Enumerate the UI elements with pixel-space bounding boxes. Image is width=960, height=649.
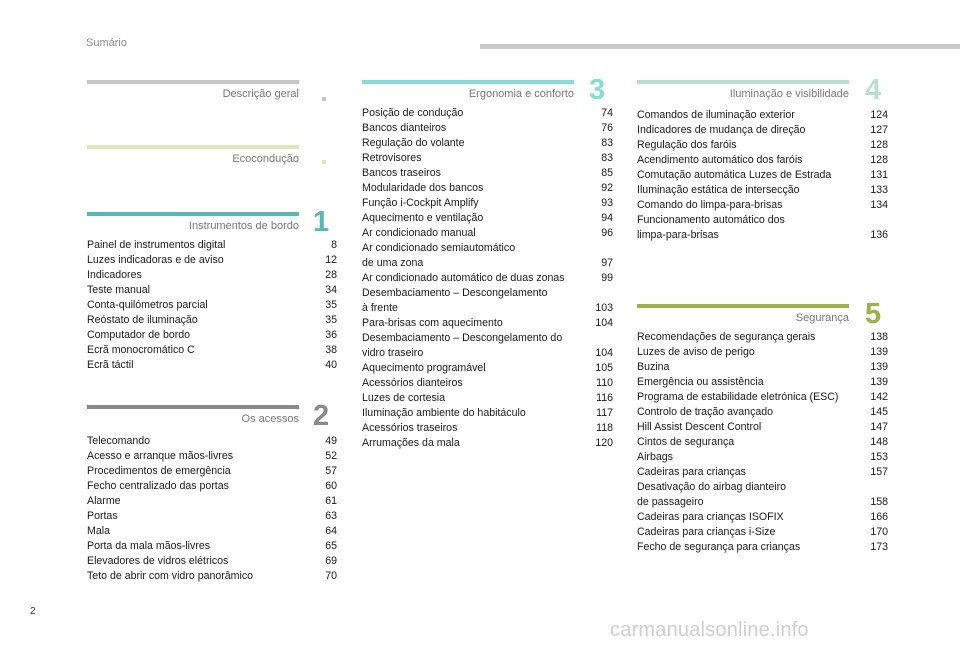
toc-entry-page: 127 xyxy=(870,124,888,136)
toc-entry-label: Airbags xyxy=(637,451,673,463)
toc-entry[interactable] xyxy=(637,183,888,198)
toc-entry-page: 38 xyxy=(325,344,337,356)
toc-entry[interactable] xyxy=(362,136,613,151)
toc-entry-page: 105 xyxy=(595,362,613,374)
toc-entry-page: 120 xyxy=(595,437,613,449)
toc-entry[interactable] xyxy=(87,268,337,283)
toc-entry[interactable] xyxy=(362,391,613,406)
toc-entry[interactable] xyxy=(637,420,888,435)
toc-entry-page: 103 xyxy=(595,302,613,314)
toc-entry[interactable] xyxy=(637,375,888,390)
toc-entry[interactable] xyxy=(362,316,613,331)
toc-entry-page: 166 xyxy=(870,511,888,523)
toc-entry[interactable] xyxy=(637,123,888,138)
section-number: 5 xyxy=(865,298,882,330)
toc-entry[interactable] xyxy=(87,524,337,539)
toc-entry-label: Emergência ou assistência xyxy=(637,376,764,388)
toc-entry[interactable] xyxy=(87,238,337,253)
page-title: Sumário xyxy=(86,37,127,49)
toc-entry-page: 94 xyxy=(601,212,613,224)
toc-entry-label: Modularidade dos bancos xyxy=(362,182,484,194)
toc-entry-label: Iluminação ambiente do habitáculo xyxy=(362,407,526,419)
toc-entry-page: 60 xyxy=(325,480,337,492)
toc-entry-label: Porta da mala mãos-livres xyxy=(87,540,211,552)
section-title: Segurança xyxy=(795,312,849,324)
section-iluminacao xyxy=(637,80,849,100)
toc-entry-page: 28 xyxy=(325,269,337,281)
toc-entry-label: Buzina xyxy=(637,361,670,373)
toc-entry-label: Aquecimento programável xyxy=(362,362,486,374)
toc-entry-page: 76 xyxy=(601,122,613,134)
toc-entry[interactable] xyxy=(87,449,337,464)
toc-entry-page: 34 xyxy=(325,284,337,296)
toc-entry-label: Procedimentos de emergência xyxy=(87,465,231,477)
toc-entry-page: 116 xyxy=(596,392,613,404)
toc-entry-label: Mala xyxy=(87,525,110,537)
section-acessos xyxy=(87,405,299,425)
toc-entry-label: Ecrã táctil xyxy=(87,359,134,371)
section-number: 1 xyxy=(313,206,330,238)
toc-entry-page: 118 xyxy=(596,422,613,434)
toc-entry-label: Função i-Cockpit Amplify xyxy=(362,197,479,209)
toc-entry-page: 49 xyxy=(325,435,337,447)
section-number-descricao xyxy=(322,97,326,101)
toc-entry-label: Luzes indicadoras e de aviso xyxy=(87,254,224,266)
toc-entry-label: Luzes de aviso de perigo xyxy=(637,346,755,358)
toc-entry-label: Reóstato de iluminação xyxy=(87,314,198,326)
toc-entry[interactable] xyxy=(637,168,888,183)
toc-entry-page: 148 xyxy=(870,436,888,448)
toc-list-instrumentos xyxy=(87,238,337,373)
toc-entry-page: 158 xyxy=(870,496,888,508)
section-number-ecoconducao xyxy=(322,160,326,164)
section-title: Instrumentos de bordo xyxy=(188,220,299,232)
toc-entry-page: 12 xyxy=(325,254,337,266)
toc-entry-label: Arrumações da mala xyxy=(362,437,460,449)
toc-entry-label: Teto de abrir com vidro panorâmico xyxy=(87,570,254,582)
toc-entry-page: 128 xyxy=(870,139,888,151)
toc-entry-page: 124 xyxy=(870,109,888,121)
toc-entry-page: 104 xyxy=(595,347,613,359)
toc-entry[interactable] xyxy=(637,465,888,480)
toc-entry-label: Indicadores xyxy=(87,269,142,281)
toc-entry-page: 110 xyxy=(596,377,613,389)
toc-entry[interactable] xyxy=(87,479,337,494)
toc-entry-page: 133 xyxy=(870,184,888,196)
toc-entry[interactable] xyxy=(87,358,337,373)
toc-entry-page: 85 xyxy=(601,167,613,179)
toc-entry-page: 74 xyxy=(601,107,613,119)
toc-entry[interactable] xyxy=(637,213,888,243)
toc-entry-label: Telecomando xyxy=(87,435,151,447)
toc-entry-page: 138 xyxy=(870,331,888,343)
section-title: Descrição geral xyxy=(222,88,299,100)
section-bar xyxy=(87,145,299,149)
toc-entry-label: Desembaciamento – Descongelamento à frente xyxy=(362,287,548,314)
toc-entry[interactable] xyxy=(362,226,613,241)
toc-entry[interactable] xyxy=(637,153,888,168)
toc-entry-page: 145 xyxy=(870,406,888,418)
toc-entry-label: Cintos de segurança xyxy=(637,436,735,448)
toc-entry-label: Retrovisores xyxy=(362,152,422,164)
toc-entry-label: Cadeiras para crianças xyxy=(637,466,746,478)
section-title: Os acessos xyxy=(241,413,299,425)
toc-entry-label: Controlo de tração avançado xyxy=(637,406,774,418)
toc-entry-label: Portas xyxy=(87,510,118,522)
toc-entry-page: 65 xyxy=(325,540,337,552)
toc-entry[interactable] xyxy=(362,211,613,226)
toc-entry-label: Acessórios traseiros xyxy=(362,422,458,434)
toc-entry-page: 104 xyxy=(595,317,613,329)
toc-entry[interactable] xyxy=(637,525,888,540)
section-number: 2 xyxy=(313,400,330,432)
watermark: carmanualsonline.info xyxy=(610,619,809,641)
toc-entry[interactable] xyxy=(362,406,613,421)
toc-entry-page: 136 xyxy=(870,229,888,241)
toc-entry-label: Desembaciamento – Descongelamento do vidro traseiro xyxy=(362,332,563,359)
toc-entry[interactable] xyxy=(637,540,888,555)
toc-entry[interactable] xyxy=(87,253,337,268)
toc-entry-label: Painel de instrumentos digital xyxy=(87,239,226,251)
section-seguranca xyxy=(637,304,849,324)
toc-entry-label: Conta-quilómetros parcial xyxy=(87,299,208,311)
header-bar xyxy=(480,44,960,49)
toc-entry-label: Ecrã monocromático C xyxy=(87,344,195,356)
toc-list-acessos xyxy=(87,434,337,584)
toc-entry-label: Regulação do volante xyxy=(362,137,465,149)
toc-entry-label: Acesso e arranque mãos-livres xyxy=(87,450,234,462)
toc-entry-page: 92 xyxy=(601,182,613,194)
toc-entry[interactable] xyxy=(637,510,888,525)
toc-entry-page: 139 xyxy=(870,361,888,373)
toc-entry-page: 61 xyxy=(325,495,337,507)
toc-entry[interactable] xyxy=(87,328,337,343)
toc-entry[interactable] xyxy=(362,436,613,451)
toc-entry-label: Comutação automática Luzes de Estrada xyxy=(637,169,832,181)
toc-entry-page: 139 xyxy=(870,376,888,388)
toc-entry-page: 93 xyxy=(601,197,613,209)
toc-entry[interactable] xyxy=(87,554,337,569)
toc-entry-page: 52 xyxy=(325,450,337,462)
toc-entry-label: Posição de condução xyxy=(362,107,464,119)
toc-entry-page: 64 xyxy=(325,525,337,537)
section-title: Iluminação e visibilidade xyxy=(729,88,849,100)
toc-entry-page: 142 xyxy=(870,391,888,403)
toc-entry-page: 147 xyxy=(870,421,888,433)
toc-entry-page: 139 xyxy=(870,346,888,358)
section-ergonomia xyxy=(362,80,574,100)
toc-entry[interactable] xyxy=(87,509,337,524)
toc-entry-label: Comando do limpa-para-brisas xyxy=(637,199,783,211)
toc-entry-label: Alarme xyxy=(87,495,121,507)
toc-entry-label: Acendimento automático dos faróis xyxy=(637,154,803,166)
toc-entry[interactable] xyxy=(87,283,337,298)
section-ecoconducao xyxy=(87,145,299,165)
toc-entry-label: Cadeiras para crianças ISOFIX xyxy=(637,511,784,523)
toc-entry-label: Desativação do airbag dianteiro de passageiro xyxy=(637,481,786,508)
toc-entry[interactable] xyxy=(362,271,613,286)
toc-entry-page: 170 xyxy=(870,526,888,538)
toc-entry-label: Cadeiras para crianças i-Size xyxy=(637,526,776,538)
toc-entry[interactable] xyxy=(362,331,613,361)
toc-entry[interactable] xyxy=(362,181,613,196)
toc-list-seguranca xyxy=(637,330,888,555)
toc-entry-label: Elevadores de vidros elétricos xyxy=(87,555,229,567)
toc-entry-label: Acessórios dianteiros xyxy=(362,377,463,389)
toc-entry-label: Comandos de iluminação exterior xyxy=(637,109,795,121)
toc-entry[interactable] xyxy=(87,434,337,449)
toc-entry-label: Ar condicionado semiautomático de uma zona xyxy=(362,242,516,269)
section-bar xyxy=(87,405,299,409)
toc-entry[interactable] xyxy=(637,450,888,465)
toc-entry[interactable] xyxy=(637,330,888,345)
toc-entry-label: Ar condicionado manual xyxy=(362,227,476,239)
toc-entry[interactable] xyxy=(87,313,337,328)
toc-entry-page: 99 xyxy=(601,272,613,284)
toc-entry-label: Computador de bordo xyxy=(87,329,191,341)
toc-entry-page: 117 xyxy=(596,407,613,419)
section-title: Ecocondução xyxy=(232,153,299,165)
toc-entry[interactable] xyxy=(637,198,888,213)
section-bar xyxy=(87,80,299,84)
section-number: 3 xyxy=(589,74,606,106)
toc-entry-label: Funcionamento automático dos limpa-para-brisas xyxy=(637,214,785,241)
toc-entry[interactable] xyxy=(362,376,613,391)
toc-entry-label: Ar condicionado automático de duas zonas xyxy=(362,272,565,284)
toc-entry[interactable] xyxy=(87,494,337,509)
toc-entry-page: 35 xyxy=(325,314,337,326)
toc-entry[interactable] xyxy=(637,480,888,510)
section-instrumentos xyxy=(87,212,299,232)
toc-entry[interactable] xyxy=(87,464,337,479)
toc-entry[interactable] xyxy=(637,405,888,420)
toc-entry-label: Hill Assist Descent Control xyxy=(637,421,762,433)
toc-entry-page: 83 xyxy=(601,137,613,149)
toc-entry-label: Aquecimento e ventilação xyxy=(362,212,484,224)
toc-entry-page: 157 xyxy=(870,466,888,478)
toc-entry-page: 97 xyxy=(601,257,613,269)
toc-entry-label: Bancos dianteiros xyxy=(362,122,447,134)
toc-entry-label: Fecho centralizado das portas xyxy=(87,480,229,492)
toc-entry[interactable] xyxy=(362,196,613,211)
toc-entry[interactable] xyxy=(87,569,337,584)
toc-entry[interactable] xyxy=(362,166,613,181)
toc-entry[interactable] xyxy=(637,360,888,375)
toc-entry-page: 8 xyxy=(331,239,337,251)
toc-entry-page: 70 xyxy=(325,570,337,582)
toc-entry[interactable] xyxy=(362,361,613,376)
toc-entry[interactable] xyxy=(637,138,888,153)
toc-entry-label: Programa de estabilidade eletrónica (ESC) xyxy=(637,391,839,403)
toc-entry-page: 35 xyxy=(325,299,337,311)
toc-entry[interactable] xyxy=(87,539,337,554)
toc-entry-page: 69 xyxy=(325,555,337,567)
toc-entry-label: Para-brisas com aquecimento xyxy=(362,317,503,329)
toc-entry-label: Indicadores de mudança de direção xyxy=(637,124,806,136)
section-bar xyxy=(637,80,849,84)
toc-entry-page: 153 xyxy=(870,451,888,463)
toc-entry[interactable] xyxy=(362,286,613,316)
toc-entry-label: Regulação dos faróis xyxy=(637,139,737,151)
toc-entry-page: 96 xyxy=(601,227,613,239)
section-bar xyxy=(87,212,299,216)
toc-list-iluminacao xyxy=(637,108,888,243)
toc-entry-page: 40 xyxy=(325,359,337,371)
toc-entry-page: 63 xyxy=(325,510,337,522)
toc-entry-page: 131 xyxy=(870,169,888,181)
toc-entry-label: Teste manual xyxy=(87,284,151,296)
section-bar xyxy=(637,304,849,308)
toc-entry[interactable] xyxy=(362,121,613,136)
section-number: 4 xyxy=(865,74,882,106)
section-bar xyxy=(362,80,574,84)
toc-entry[interactable] xyxy=(362,151,613,166)
section-title: Ergonomia e conforto xyxy=(468,88,574,100)
toc-entry-label: Recomendações de segurança gerais xyxy=(637,331,816,343)
toc-entry-page: 57 xyxy=(325,465,337,477)
toc-entry-page: 134 xyxy=(870,199,888,211)
toc-entry-label: Bancos traseiros xyxy=(362,167,441,179)
toc-entry[interactable] xyxy=(87,343,337,358)
toc-entry[interactable] xyxy=(637,345,888,360)
toc-entry[interactable] xyxy=(637,108,888,123)
toc-entry-page: 36 xyxy=(325,329,337,341)
toc-entry[interactable] xyxy=(362,106,613,121)
toc-entry[interactable] xyxy=(362,421,613,436)
toc-entry-page: 83 xyxy=(601,152,613,164)
toc-entry[interactable] xyxy=(362,241,613,271)
toc-entry-label: Luzes de cortesia xyxy=(362,392,446,404)
toc-entry-page: 173 xyxy=(870,541,888,553)
toc-entry-label: Iluminação estática de intersecção xyxy=(637,184,800,196)
toc-entry[interactable] xyxy=(637,390,888,405)
toc-entry-label: Fecho de segurança para crianças xyxy=(637,541,801,553)
section-descricao xyxy=(87,80,299,100)
page-number: 2 xyxy=(30,606,36,617)
toc-list-ergonomia xyxy=(362,106,613,451)
toc-entry[interactable] xyxy=(87,298,337,313)
toc-entry-page: 128 xyxy=(870,154,888,166)
toc-entry[interactable] xyxy=(637,435,888,450)
